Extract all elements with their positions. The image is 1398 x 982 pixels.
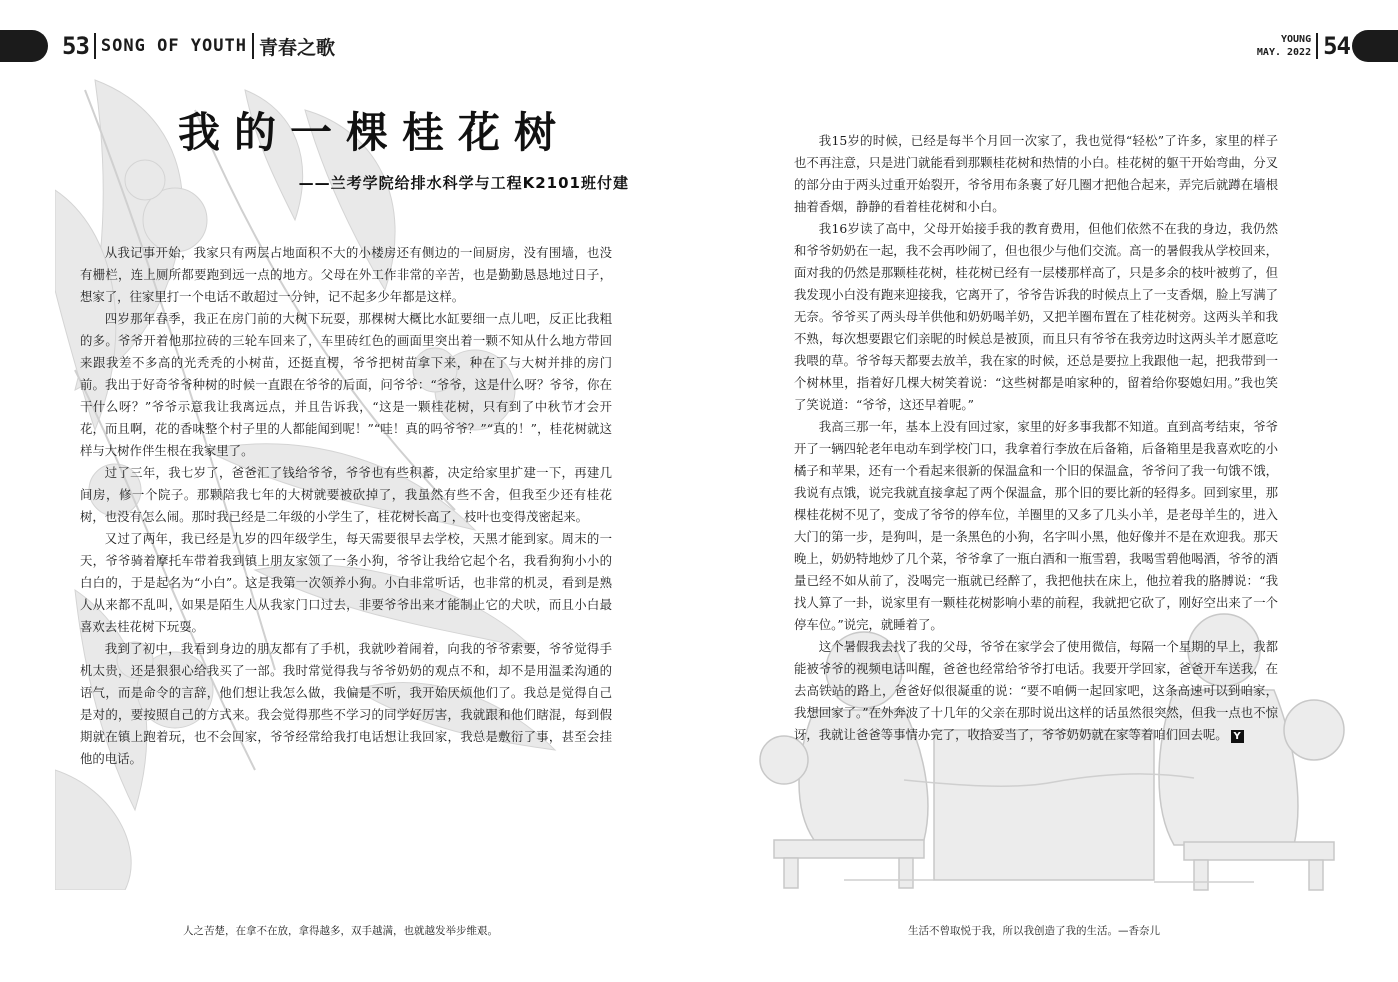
section-title-en: SONG OF YOUTH — [100, 36, 247, 56]
body-paragraph: 我16岁读了高中，父母开始接手我的教育费用，但他们依然不在我的身边，我仍然和爷爷奶奶在一起，我不会再吵闹了，但也很少与他们交流。高一的暑假我从学校回来，面对我的仍然是那颗桂花树，桂花树已经有一层楼那样高了，只是多余的枝叶被剪了，但我发现小白没有跑来迎接我，它离开了，爷爷告诉我的时候点上了一支香烟，脸上写满了无奈。爷爷买了两头母羊供他和奶奶喝羊奶，又把羊圈布置在了桂花树旁。这两头羊和我不熟，每次想要跟它们亲昵的时候总是被顶，而且只有爷爷在我旁边时这两头羊才愿意吃我喂的草。爷爷每天都要去放羊，我在家的时候，还总是要拉上我跟他一起，把我带到一个树林里，指着好几棵大树笑着说：“这些树都是咱家种的，留着给你娶媳妇用。”我也笑了笑说道：“爷爷，这还早着呢。” — [794, 221, 1278, 412]
left-header — [62, 32, 335, 60]
left-page-number: 53 — [62, 32, 89, 60]
right-page — [699, 0, 1398, 982]
body-paragraph: 我高三那一年，基本上没有回过家，家里的好多事我都不知道。直到高考结束，爷爷开了一辆四轮老年电动车到学校门口，我拿着行李放在后备箱，后备箱里是我喜欢吃的小橘子和苹果，还有一个看起来很新的保温盒和一个旧的保温盒，爷爷问了我一句饿不饿，我说有点饿，说完我就直接拿起了两个保温盒，那个旧的要比新的轻得多。回到家里，那棵桂花树不见了，变成了爷爷的停车位，羊圈里的又多了几头小羊，是老母羊生的，进入大门的第一步，是狗叫，是一条黑色的小狗，名字叫小黑，他好像并不是在欢迎我。那天晚上，奶奶特地炒了几个菜，爷爷拿了一瓶白酒和一瓶雪碧，我喝雪碧他喝酒，爷爷的酒量已经不如从前了，没喝完一瓶就已经醉了，我把他扶在床上，他拉着我的胳膊说：“我找人算了一卦，说家里有一颗桂花树影响小辈的前程，我就把它砍了，刚好空出来了一个停车位。”说完，就睡着了。 — [794, 419, 1278, 632]
article-body-right — [794, 130, 1278, 746]
body-paragraph: 从我记事开始，我家只有两层占地面积不大的小楼房还有侧边的一间厨房，没有围墙，也没有栅栏，连上厕所都要跑到远一点的地方。父母在外工作非常的辛苦，也是勤勤恳恳地过日子，想家了，往家里打一个电话不敢超过一分钟，记不起多少年都是这样。 — [80, 245, 612, 304]
body-paragraph-last — [794, 636, 1278, 746]
article-title: 我的一棵桂花树 — [178, 108, 571, 157]
article-body-left — [80, 242, 612, 770]
magazine-info — [1257, 33, 1311, 59]
header-pill-left — [0, 30, 48, 62]
body-paragraph: 我到了初中，我看到身边的朋友都有了手机，我就吵着闹着，向我的爷爷索要，爷爷觉得手机太贵，还是狠狠心给我买了一部。我时常觉得我与爷爷奶奶的观点不和，却不是用温柔沟通的语气，而是命令的言辞，他们想让我怎么做，我偏是不听，我开始厌烦他们了。我总是觉得自己是对的，要按照自己的方式来。我会觉得那些不学习的同学好厉害，我就跟和他们瞎混，每到假期就在镇上跑着玩，也不会回家，爷爷经常给我打电话想让我回家，我总是敷衍了事，甚至会挂他的电话。 — [80, 641, 612, 766]
article-byline: ——兰考学院给排水科学与工程K2101班付建 — [298, 174, 629, 192]
body-paragraph: 又过了两年，我已经是九岁的四年级学生，每天需要很早去学校，天黑才能到家。周末的一天，爷爷骑着摩托车带着我到镇上朋友家领了一条小狗，爷爷让我给它起个名，我看狗狗小小的白白的，于是起名为“小白”。这是我第一次领养小狗。小白非常听话，也非常的机灵，看到是熟人从来都不乱叫，如果是陌生人从我家门口过去，非要爷爷出来才能制止它的犬吠，而且小白最喜欢去桂花树下玩耍。 — [80, 531, 612, 634]
right-header — [1257, 31, 1350, 61]
body-paragraph: 过了三年，我七岁了，爸爸汇了钱给爷爷，爷爷也有些积蓄，决定给家里扩建一下，再建几间房，修一个院子。那颗陪我七年的大树就要被砍掉了，我虽然有些不舍，但我至少还有桂花树，也没有怎么闹。那时我已经是二年级的小学生了，桂花树长高了，枝叶也变得茂密起来。 — [80, 465, 612, 524]
issue-date: MAY. 2022 — [1256, 47, 1312, 58]
header-divider — [252, 33, 254, 59]
body-paragraph: 我15岁的时候，已经是每半个月回一次家了，我也觉得“轻松”了许多，家里的样子也不再注意，只是进门就能看到那颗桂花树和热情的小白。桂花树的躯干开始弯曲，分叉的部分由于两头过重开始裂开，爷爷用布条裹了好几圈才把他合起来，弄完后就蹲在墙根抽着香烟，静静的看着桂花树和小白。 — [794, 133, 1278, 214]
footer-quote-right: 生活不曾取悦于我，所以我创造了我的生活。—香奈儿 — [908, 925, 1160, 937]
end-mark-icon: Y — [1231, 730, 1244, 743]
header-divider — [1316, 33, 1318, 59]
section-title-zh: 青春之歌 — [258, 36, 335, 59]
footer-quote-left: 人之苦楚，在拿不在放，拿得越多，双手越满，也就越发举步维艰。 — [183, 925, 498, 937]
right-page-number: 54 — [1323, 32, 1350, 60]
header-divider — [94, 33, 96, 59]
magazine-name: YOUNG — [1280, 34, 1312, 45]
body-paragraph-text: 这个暑假我去找了我的父母，爷爷在家学会了使用微信，每隔一个星期的早上，我都能被爷爷的视频电话叫醒，爸爸也经常给爷爷打电话。我要开学回家，爸爸开车送我，在去高铁站的路上，爸爸好似很凝重的说：“要不咱俩一起回家吧，这条高速可以到咱家，我想回家了。”在外奔波了十几年的父亲在那时说出这样的话虽然很突然，但我一点也不惊讶，我就让爸爸等事情办完了，收拾妥当了，爷爷奶奶就在家等着咱们回去呢。 — [794, 639, 1278, 742]
body-paragraph: 四岁那年春季，我正在房门前的大树下玩耍，那棵树大概比水缸要细一点儿吧，反正比我粗的多。爷爷开着他那拉砖的三轮车回来了，车里砖红色的画面里突出着一颗不知从什么地方带回来跟我差不多高的光秃秃的小树苗，还挺直楞，爷爷把树苗拿下来，种在了与大树并排的房门前。我出于好奇爷爷种树的时候一直跟在爷爷的后面，问爷爷：“爷爷，这是什么呀？爷爷，你在干什么呀？”爷爷示意我让我离远点，并且告诉我，“这是一颗桂花树，只有到了中秋节才会开花，而且啊，花的香味整个村子里的人都能闻到呢！”“哇！真的吗爷爷？”“真的！”，桂花树就这样与大树作伴生根在我家里了。 — [80, 311, 612, 458]
header-pill-right — [1352, 30, 1398, 62]
